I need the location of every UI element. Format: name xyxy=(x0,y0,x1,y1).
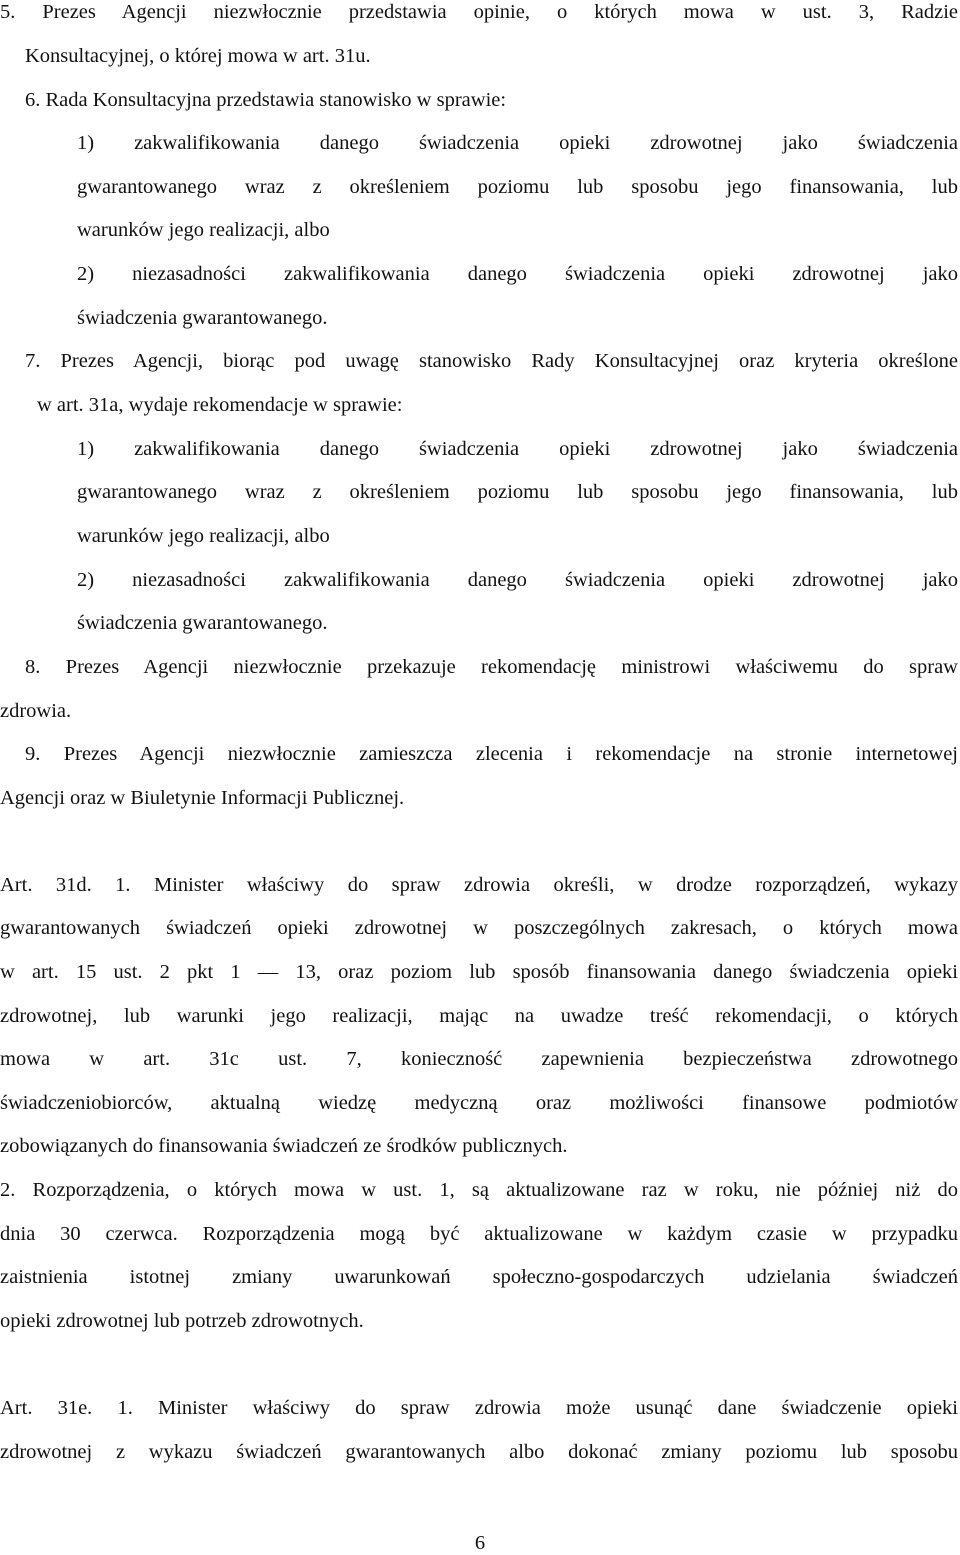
text-line: w art. 31a, wydaje rekomendacje w sprawie: xyxy=(37,394,403,416)
text-line: 2) niezasadności zakwalifikowania danego świadczenia opieki zdrowotnej jako xyxy=(77,569,958,591)
text-line: 2) niezasadności zakwalifikowania danego świadczenia opieki zdrowotnej jako xyxy=(77,263,958,285)
text-line: świadczeniobiorców, aktualną wiedzę medyczną oraz możliwości finansowe podmiotów xyxy=(0,1092,958,1114)
page-number: 6 xyxy=(474,1532,486,1554)
text-line: zdrowotnej, lub warunki jego realizacji, mając na uwadze treść rekomendacji, o których xyxy=(0,1005,958,1027)
text-line: Konsultacyjnej, o której mowa w art. 31u. xyxy=(25,45,371,67)
text-line: zobowiązanych do finansowania świadczeń ze środków publicznych. xyxy=(0,1135,568,1157)
text-line: 5. Prezes Agencji niezwłocznie przedstawia opinie, o których mowa w ust. 3, Radzie xyxy=(0,1,958,23)
text-line: w art. 15 ust. 2 pkt 1 — 13, oraz poziom lub sposób finansowania danego świadczenia opieki xyxy=(0,961,958,983)
text-line: opieki zdrowotnej lub potrzeb zdrowotnych. xyxy=(0,1310,364,1332)
text-line: Agencji oraz w Biuletynie Informacji Publicznej. xyxy=(0,787,405,809)
text-line: Art. 31e. 1. Minister właściwy do spraw zdrowia może usunąć dane świadczenie opieki xyxy=(0,1397,958,1419)
text-line: 1) zakwalifikowania danego świadczenia opieki zdrowotnej jako świadczenia xyxy=(77,132,958,154)
text-line: 8. Prezes Agencji niezwłocznie przekazuje rekomendację ministrowi właściwemu do spraw xyxy=(25,656,958,678)
text-line: gwarantowanego wraz z określeniem poziomu lub sposobu jego finansowania, lub xyxy=(77,481,958,503)
text-line: zdrowotnej z wykazu świadczeń gwarantowanych albo dokonać zmiany poziomu lub sposobu xyxy=(0,1441,958,1463)
text-line: świadczenia gwarantowanego. xyxy=(77,307,328,329)
text-line: mowa w art. 31c ust. 7, konieczność zapewnienia bezpieczeństwa zdrowotnego xyxy=(0,1048,958,1070)
text-line: dnia 30 czerwca. Rozporządzenia mogą być aktualizowane w każdym czasie w przypadku xyxy=(0,1223,958,1245)
text-line: warunków jego realizacji, albo xyxy=(77,219,330,241)
text-line: Art. 31d. 1. Minister właściwy do spraw zdrowia określi, w drodze rozporządzeń, wykazy xyxy=(0,874,958,896)
text-line: świadczenia gwarantowanego. xyxy=(77,612,328,634)
text-line: zaistnienia istotnej zmiany uwarunkowań społeczno-gospodarczych udzielania świadczeń xyxy=(0,1266,958,1288)
text-line: 9. Prezes Agencji niezwłocznie zamieszcza zlecenia i rekomendacje na stronie internetowej xyxy=(25,743,958,765)
text-line: warunków jego realizacji, albo xyxy=(77,525,330,547)
text-line: gwarantowanych świadczeń opieki zdrowotnej w poszczególnych zakresach, o których mowa xyxy=(0,917,958,939)
text-line: zdrowia. xyxy=(0,700,72,722)
text-line: gwarantowanego wraz z określeniem poziomu lub sposobu jego finansowania, lub xyxy=(77,176,958,198)
text-line: 7. Prezes Agencji, biorąc pod uwagę stanowisko Rady Konsultacyjnej oraz kryteria określone xyxy=(25,350,958,372)
text-line: 1) zakwalifikowania danego świadczenia opieki zdrowotnej jako świadczenia xyxy=(77,438,958,460)
text-line: 2. Rozporządzenia, o których mowa w ust. 1, są aktualizowane raz w roku, nie później niż do xyxy=(0,1179,958,1201)
text-line: 6. Rada Konsultacyjna przedstawia stanowisko w sprawie: xyxy=(25,89,507,111)
